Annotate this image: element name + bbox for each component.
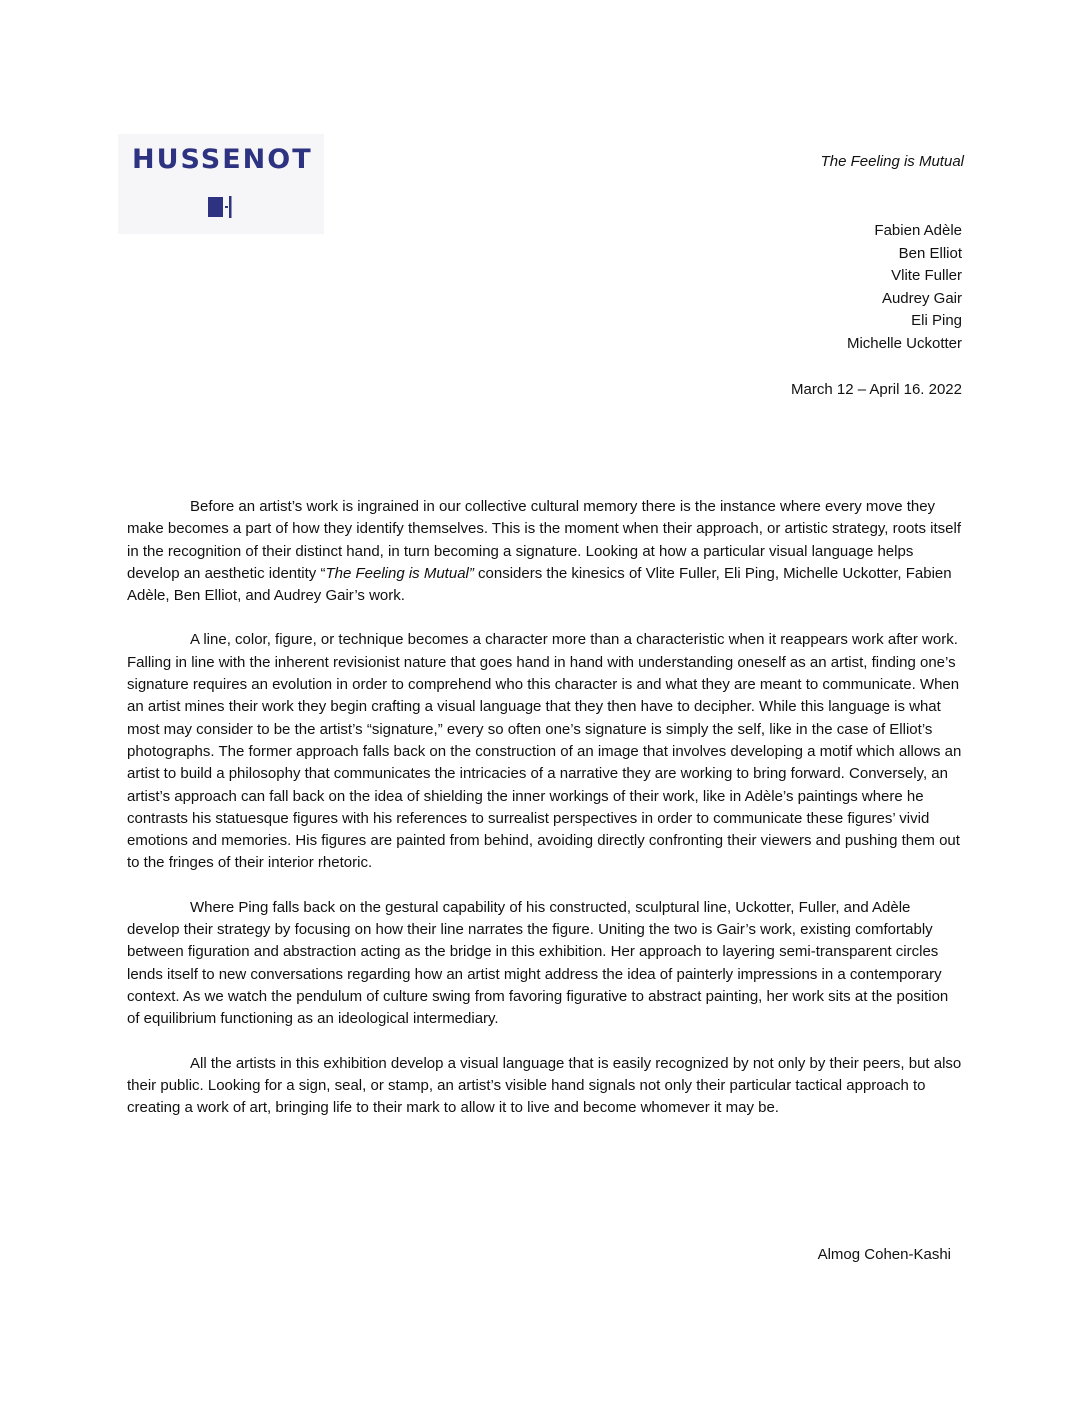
essay-paragraph-3: Where Ping falls back on the gestural capability of his constructed, sculptural line, Uckotter, Fuller, and Adèle develop their strategy by focusing on how their line narrates the figure. Uniting the two is Gair’s work, existing comfortably between figuration and abstraction acting as the bridge in this exhibition. Her approach to layering semi-transparent circles lends itself to new conversations regarding how an artist might address the idea of painterly impressions in a contemporary context. As we watch the pendulum of culture swing from favoring figurative to abstract painting, her work sits at the position of equilibrium functioning as an ideological intermediary. — [127, 898, 949, 1028]
essay-author: Almog Cohen-Kashi — [817, 1246, 951, 1263]
artist-list — [847, 220, 962, 355]
exhibition-title: The Feeling is Mutual — [820, 153, 964, 170]
exhibition-title-inline: The Feeling is Mutual” — [325, 564, 474, 582]
essay-text: considers the kinesics of Vlite Fuller, Eli Ping, Michelle Uckotter, Fabien Adèle, Ben Elliot, and Audrey Gair’s work. — [127, 564, 952, 605]
artist-name: Fabien Adèle — [874, 222, 962, 239]
artist-name: Audrey Gair — [881, 289, 962, 307]
essay-paragraph-4: All the artists in this exhibition develop a visual language that is easily recognized by not only by their peers, but also their public. Looking for a sign, seal, or stamp, an artist’s visible hand signals not only their particular tactical approach to creating a work of art, bringing life to their mark to allow it to live and become whomever it may be. — [127, 1054, 962, 1117]
logo-wordmark: HUSSENOT — [132, 144, 313, 175]
artist-name: Ben Elliot — [898, 244, 962, 262]
gallery-logo — [118, 134, 324, 234]
exhibition-dates: March 12 – April 16. 2022 — [791, 381, 962, 398]
essay-paragraph-2: A line, color, figure, or technique becomes a character more than a characteristic when it reappears work after work. Falling in line with the inherent revisionist nature that goes hand in hand with understanding oneself as an artist, finding one’s signature requires an evolution in order to comprehend who this character is and what they are meant to communicate. When an artist mines their work they begin crafting a visual language that they then have to decipher. While this language is what most may consider to be the artist’s “signature,” every so often one’s signature is simply the self, like in the case of Elliot’s photographs. The former approach falls back on the construction of an image that involves developing a motif which allows an artist to build a philosophy that communicates the intricacies of a narrative they are working to bring forward. Conversely, an artist’s approach can fall back on the idea of shielding the inner workings of their work, like in Adèle’s paintings where he contrasts his statuesque figures with his references to surrealist perspectives in order to communicate these figures’ vivid emotions and memories. His figures are painted from behind, avoiding directly confronting their viewers and pushing them out to the fringes of their interior rhetoric. — [127, 631, 962, 872]
artist-name: Michelle Uckotter — [846, 334, 962, 352]
artist-name: Vlite Fuller — [891, 267, 962, 284]
essay-text: Before an artist’s work is ingrained in our collective cultural memory there is the instance where every move they make becomes a part of how they identify themselves. This is the moment when their approach, or artistic strategy, roots itself in the recognition of their distinct hand, in turn becoming a signature. Looking at how a particular visual language helps develop an aesthetic identity “ — [127, 498, 961, 582]
artist-name: Eli Ping — [911, 312, 962, 329]
essay-body — [127, 496, 963, 1141]
logo-door-icon — [208, 196, 234, 218]
essay-paragraph-1 — [127, 496, 963, 607]
